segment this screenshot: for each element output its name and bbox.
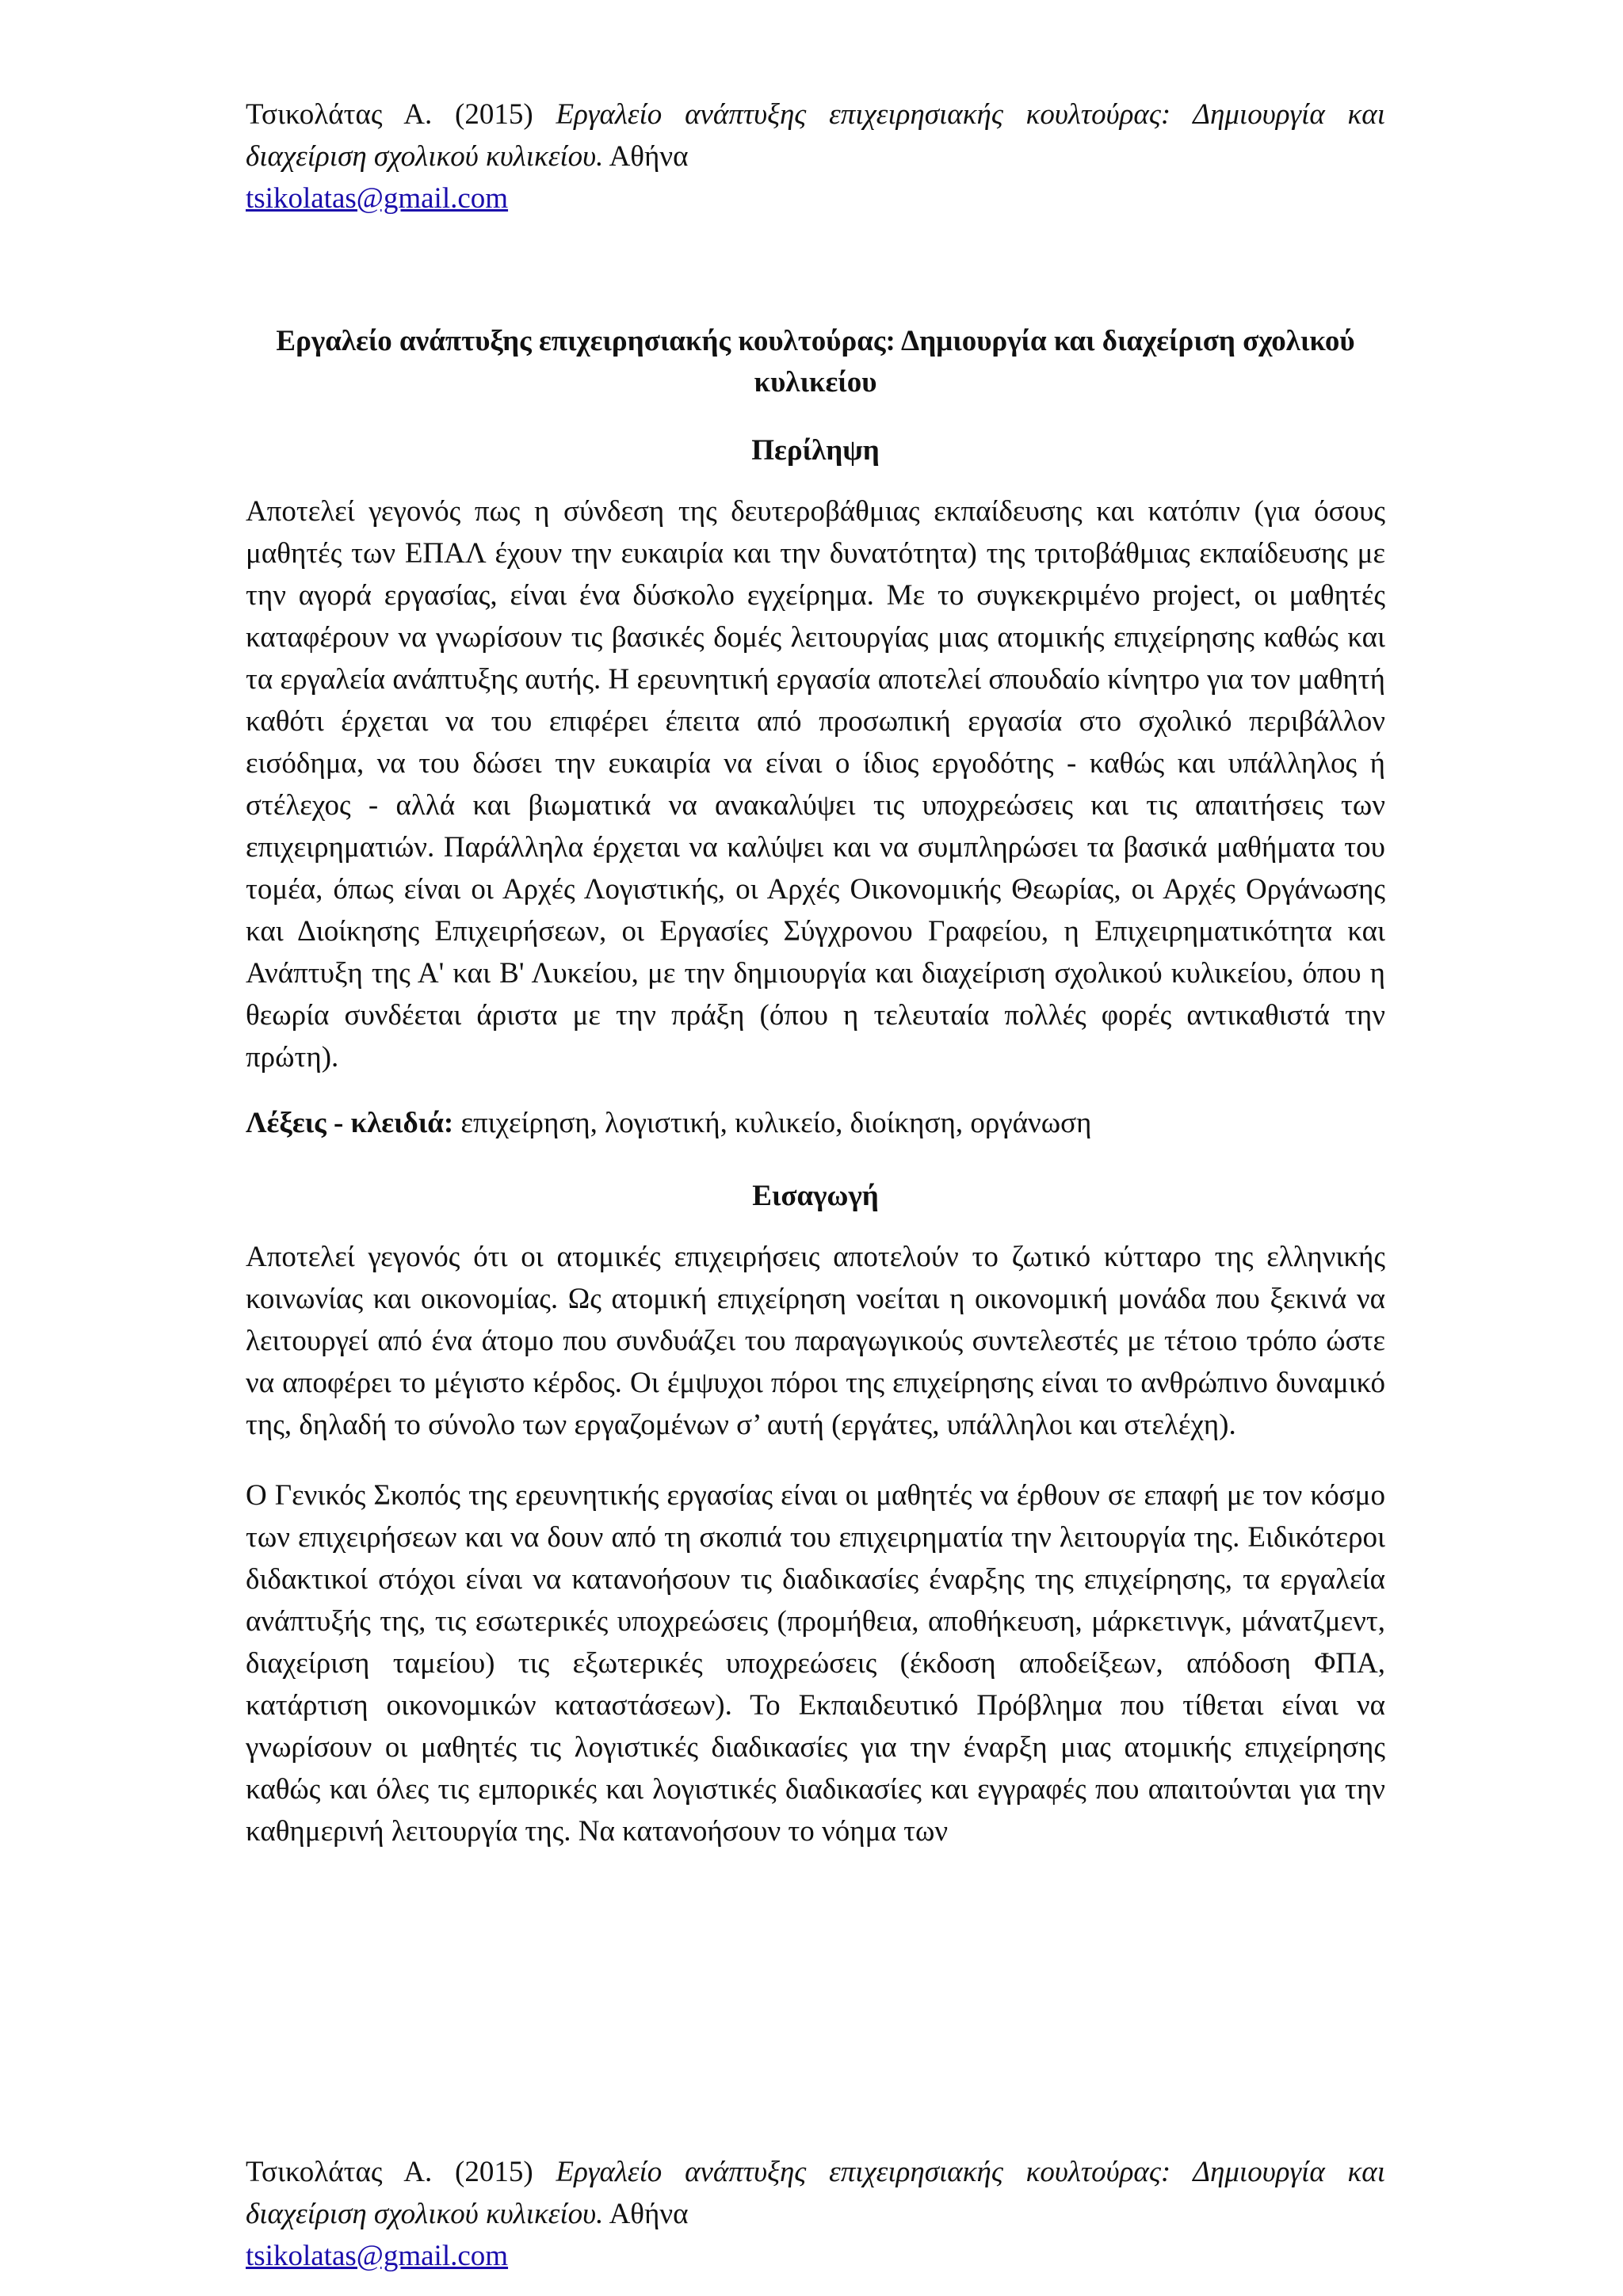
footer-citation (246, 2151, 1385, 2277)
abstract-heading: Περίληψη (751, 434, 880, 467)
citation-place: Αθήνα (603, 140, 689, 173)
introduction-paragraph-2: Ο Γενικός Σκοπός της ερευνητικής εργασίας είναι οι μαθητές να έρθουν σε επαφή με τον κόσμο των επιχειρήσεων και να δουν από τη σκοπιά του επιχειρηματία την λειτουργία της. Ειδικότεροι διδακτικοί στόχοι είναι να κατανοήσουν τις διαδικασίες έναρξης της επιχείρησης, τα εργαλεία ανάπτυξής της, τις εσωτερικές υποχρεώσεις (προμήθεια, αποθήκευση, μάρκετινγκ, μάνατζμεντ, διαχείριση ταμείου) τις εξωτερικές υποχρεώσεις (έκδοση αποδείξεων, απόδοση ΦΠΑ, κατάρτιση οικονομικών καταστάσεων). Το Εκπαιδευτικό Πρόβλημα που τίθεται είναι να γνωρίσουν οι μαθητές τις λογιστικές διαδικασίες για την έναρξη μιας ατομικής επιχείρησης καθώς και όλες τις εμπορικές και λογιστικές διαδικασίες και εγγραφές που απαιτούνται για την καθημερινή λειτουργία της. Να κατανοήσουν το νόημα των (246, 1479, 1385, 1848)
introduction-paragraph-1: Αποτελεί γεγονός ότι οι ατομικές επιχειρήσεις αποτελούν το ζωτικό κύτταρο της ελληνικής κοινωνίας και οικονομίας. Ως ατομική επιχείρηση νοείται η οικονομική μονάδα που ξεκινά να λειτουργεί από ένα άτομο που συνδυάζει του παραγωγικούς συντελεστές με τέτοιο τρόπο ώστε να αποφέρει το μέγιστο κέρδος. Οι έμψυχοι πόροι της επιχείρησης είναι το ανθρώπινο δυναμικό της, δηλαδή το σύνολο των εργαζομένων σ’ αυτή (εργάτες, υπάλληλοι και στελέχη). (246, 1241, 1385, 1441)
footer-citation-place: Αθήνα (603, 2198, 689, 2230)
footer-citation-authors: Τσικολάτας Α. (2015) (246, 2156, 556, 2188)
citation-authors: Τσικολάτας Α. (2015) (246, 98, 556, 131)
introduction-heading: Εισαγωγή (752, 1180, 879, 1212)
abstract-text: Αποτελεί γεγονός πως η σύνδεση της δευτεροβάθμιας εκπαίδευσης και κατόπιν (για όσους μαθητές των ΕΠΑΛ έχουν την ευκαιρία και την δυνατότητα) της τριτοβάθμιας εκπαίδευσης με την αγορά εργασίας, είναι ένα δύσκολο εγχείρημα. Με το συγκεκριμένο project, οι μαθητές καταφέρουν να γνωρίσουν τις βασικές δομές λειτουργίας μιας ατομικής επιχείρησης καθώς και τα εργαλεία ανάπτυξης αυτής. Η ερευνητική εργασία αποτελεί σπουδαίο κίνητρο για τον μαθητή καθότι έρχεται να του επιφέρει έπειτα από προσωπική εργασία στο σχολικό περιβάλλον εισόδημα, να του δώσει την ευκαιρία να είναι ο ίδιος εργοδότης - καθώς και υπάλληλος ή στέλεχος - αλλά και βιωματικά να ανακαλύψει τις υποχρεώσεις και τις απαιτήσεις των επιχειρηματιών. Παράλληλα έρχεται να καλύψει και να συμπληρώσει τα βασικά μαθήματα του τομέα, όπως είναι οι Αρχές Λογιστικής, οι Αρχές Οικονομικής Θεωρίας, οι Αρχές Οργάνωσης και Διοίκησης Επιχειρήσεων, οι Εργασίες Σύγχρονου Γραφείου, η Επιχειρηματικότητα και Ανάπτυξη της Α' και Β' Λυκείου, με την δημιουργία και διαχείριση σχολικού κυλικείου, όπου η θεωρία συνδέεται άριστα με την πράξη (όπου η τελευταία πολλές φορές αντικαθιστά την πρώτη). (246, 495, 1385, 1074)
keywords-line (246, 1102, 1385, 1144)
paper-title: Εργαλείο ανάπτυξης επιχειρησιακής κουλτούρας: Δημιουργία και διαχείριση σχολικού κυλικείου (276, 325, 1355, 399)
citation-title: Εργαλείο ανάπτυξης επιχειρησιακής κουλτούρας: Δημιουργία και διαχείριση σχολικού κυλικείου. (246, 98, 1386, 173)
keywords-text: επιχείρηση, λογιστική, κυλικείο, διοίκηση, οργάνωση (453, 1107, 1092, 1139)
footer-citation-title: Εργαλείο ανάπτυξης επιχειρησιακής κουλτούρας: Δημιουργία και διαχείριση σχολικού κυλικείου. (246, 2156, 1386, 2230)
header-email-link[interactable]: tsikolatas@gmail.com (246, 182, 509, 215)
footer-email-link[interactable]: tsikolatas@gmail.com (246, 2240, 509, 2272)
keywords-label: Λέξεις - κλειδιά: (246, 1107, 454, 1139)
header-citation (246, 93, 1385, 219)
